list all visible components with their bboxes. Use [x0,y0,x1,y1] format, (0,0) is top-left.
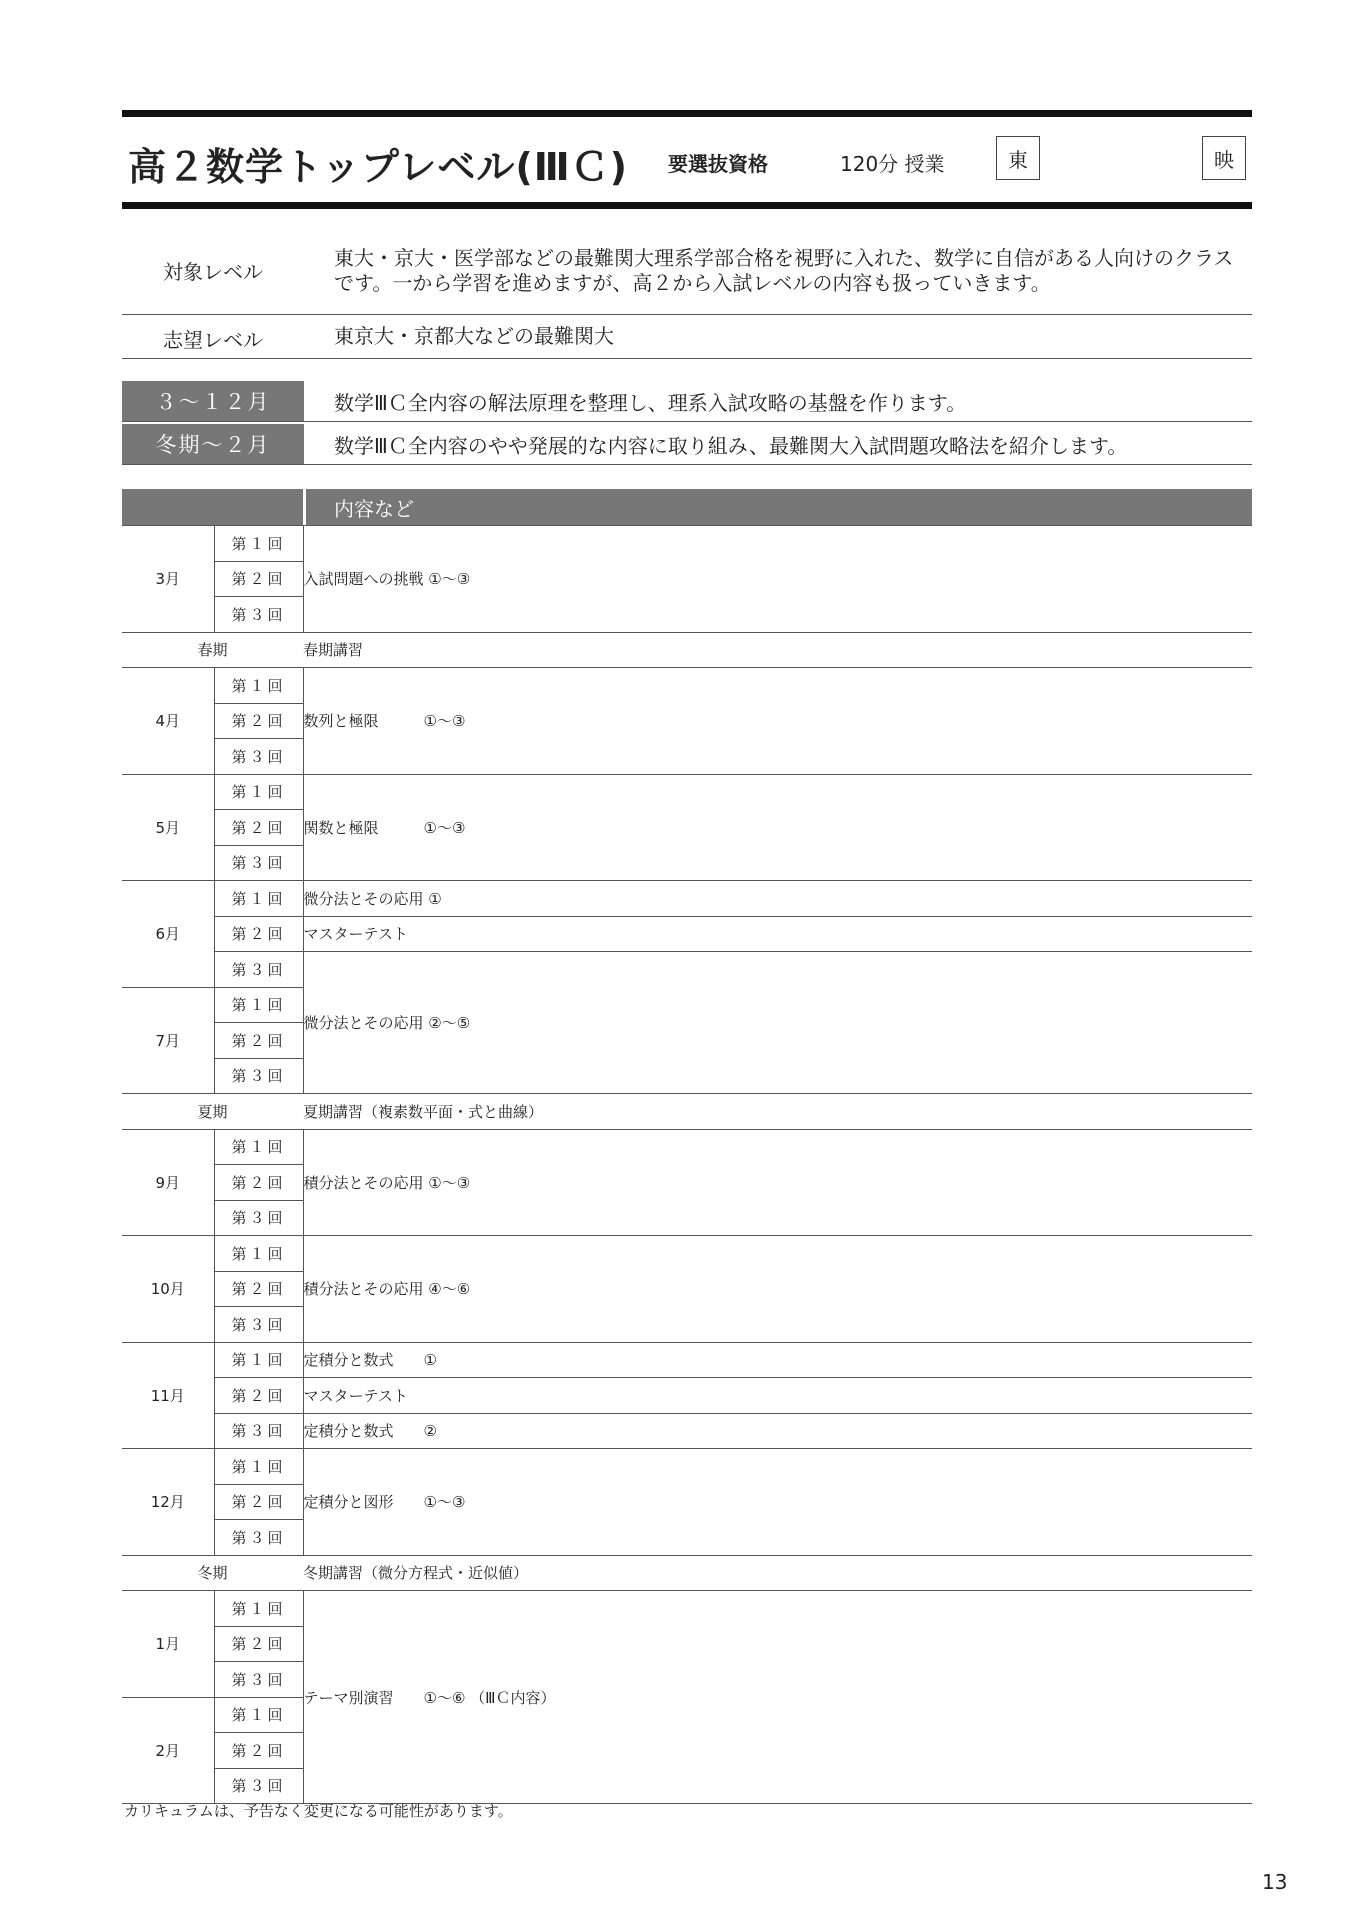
period-row [122,424,1252,465]
period-label: 冬期～２月 [122,424,304,464]
content-cell: テーマ別演習 ①～⑥ （ⅢＣ内容） [303,1591,1252,1804]
table-row [122,1449,1252,1485]
table-row [122,1129,1252,1165]
month-cell: 11月 [122,1342,214,1449]
aim-level-text: 東京大・京都大などの最難関大 [334,324,614,348]
table-row [122,632,1252,668]
month-cell: 5月 [122,774,214,881]
session-cell: 第１回 [214,1449,303,1485]
table-row [122,1555,1252,1591]
content-cell: 微分法とその応用 ① [303,881,1252,917]
session-cell: 第２回 [214,1626,303,1662]
session-cell: 第３回 [214,1662,303,1698]
month-cell: 12月 [122,1449,214,1556]
session-cell: 第２回 [214,916,303,952]
session-cell: 第２回 [214,561,303,597]
season-cell: 春期 [122,632,303,668]
session-cell: 第１回 [214,1129,303,1165]
session-cell: 第２回 [214,1271,303,1307]
content-cell: 積分法とその応用 ④～⑥ [303,1236,1252,1343]
month-cell: 2月 [122,1697,214,1804]
month-cell: 10月 [122,1236,214,1343]
content-cell: 積分法とその応用 ①～③ [303,1129,1252,1236]
session-cell: 第１回 [214,987,303,1023]
content-cell: 入試問題への挑戦 ①～③ [303,526,1252,633]
session-cell: 第１回 [214,774,303,810]
content-cell: 定積分と数式 ② [303,1413,1252,1449]
month-cell: 7月 [122,987,214,1094]
content-cell: マスターテスト [303,1378,1252,1414]
session-cell: 第１回 [214,668,303,704]
target-level-row [122,236,1252,315]
session-cell: 第３回 [214,952,303,988]
table-row [122,881,1252,917]
session-cell: 第３回 [214,1058,303,1094]
content-cell: 夏期講習（複素数平面・式と曲線） [303,1094,1252,1130]
session-cell: 第２回 [214,703,303,739]
table-row [122,668,1252,704]
session-cell: 第１回 [214,1591,303,1627]
content-cell: 定積分と数式 ① [303,1342,1252,1378]
session-cell: 第３回 [214,597,303,633]
table-row [122,1591,1252,1627]
table-row [122,1378,1252,1414]
header-bottom-rule [122,202,1252,209]
session-cell: 第２回 [214,1378,303,1414]
session-cell: 第３回 [214,845,303,881]
month-cell: 4月 [122,668,214,775]
period-text: 数学ⅢＣ全内容のやや発展的な内容に取り組み、最難関大入試問題攻略法を紹介します。 [334,433,1128,458]
content-cell: 冬期講習（微分方程式・近似値） [303,1555,1252,1591]
aim-level-row [122,316,1252,359]
period-text: 数学ⅢＣ全内容の解法原理を整理し、理系入試攻略の基盤を作ります。 [334,390,967,415]
schedule-table [122,489,1252,1804]
lesson-duration: 120分 授業 [840,152,945,176]
season-cell: 冬期 [122,1555,303,1591]
table-row [122,1094,1252,1130]
content-cell: 定積分と図形 ①～③ [303,1449,1252,1556]
session-cell: 第２回 [214,1484,303,1520]
content-cell: マスターテスト [303,916,1252,952]
aim-level-label: 志望レベル [163,328,263,352]
content-cell: 春期講習 [303,632,1252,668]
table-row [122,1236,1252,1272]
target-level-label: 対象レベル [163,260,263,284]
session-cell: 第３回 [214,1307,303,1343]
page-number: 13 [1262,1870,1288,1894]
month-cell: 9月 [122,1129,214,1236]
table-row [122,774,1252,810]
session-cell: 第２回 [214,1023,303,1059]
course-title: 高２数学トップレベル(ⅢＣ) [128,145,628,189]
session-cell: 第３回 [214,1520,303,1556]
session-cell: 第１回 [214,1236,303,1272]
schedule-header-content: 内容など [306,489,1252,525]
schedule-header [122,489,1252,525]
badge-video: 映 [1202,136,1246,180]
session-cell: 第１回 [214,1342,303,1378]
target-level-text: 東大・京大・医学部などの最難関大理系学部合格を視野に入れた、数学に自信がある人向けのクラスです。一から学習を進めますが、高２から入試レベルの内容も扱っていきます。 [334,246,1234,295]
course-header [122,120,1252,202]
session-cell: 第３回 [214,1413,303,1449]
session-cell: 第２回 [214,810,303,846]
session-cell: 第２回 [214,1165,303,1201]
table-row [122,952,1252,988]
period-label: ３～１２月 [122,381,304,421]
content-cell: 関数と極限 ①～③ [303,774,1252,881]
month-cell: 6月 [122,881,214,988]
session-cell: 第３回 [214,1200,303,1236]
month-cell: 3月 [122,526,214,633]
table-row [122,916,1252,952]
table-row [122,1342,1252,1378]
badge-east: 東 [996,136,1040,180]
month-cell: 1月 [122,1591,214,1698]
session-cell: 第３回 [214,1768,303,1804]
period-row [122,381,1252,422]
session-cell: 第３回 [214,739,303,775]
qualification-label: 要選抜資格 [668,152,768,176]
content-cell: 微分法とその応用 ②～⑤ [303,952,1252,1094]
season-cell: 夏期 [122,1094,303,1130]
table-row [122,526,1252,562]
session-cell: 第１回 [214,526,303,562]
session-cell: 第１回 [214,1697,303,1733]
schedule-header-blank [122,489,303,525]
header-top-rule [122,110,1252,117]
session-cell: 第２回 [214,1733,303,1769]
content-cell: 数列と極限 ①～③ [303,668,1252,775]
curriculum-note: カリキュラムは、予告なく変更になる可能性があります。 [124,1802,513,1820]
table-row [122,1413,1252,1449]
session-cell: 第１回 [214,881,303,917]
